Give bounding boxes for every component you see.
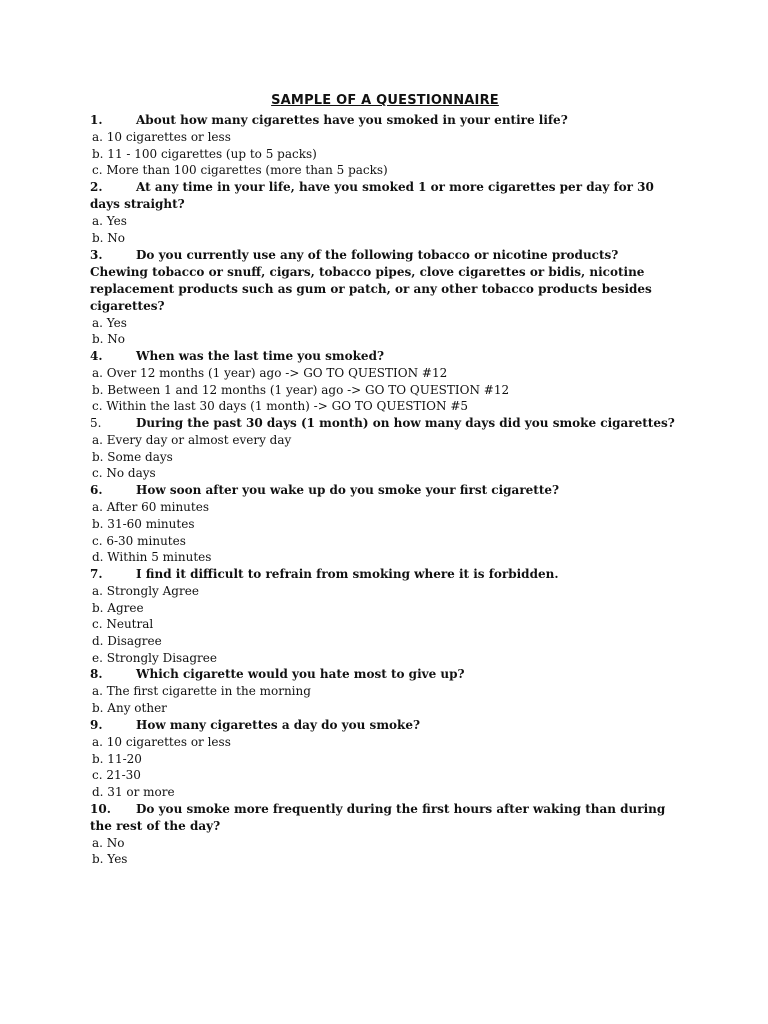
answer-option: b. 11 - 100 cigarettes (up to 5 packs) bbox=[92, 146, 317, 161]
answer-option: c. No days bbox=[92, 466, 156, 481]
question-8 bbox=[90, 666, 680, 683]
answer-option: a. Over 12 months (1 year) ago -> GO TO QUESTION #12 bbox=[92, 365, 448, 380]
question-text: Which cigarette would you hate most to give up? bbox=[136, 667, 465, 682]
question-number: 9. bbox=[90, 717, 103, 732]
answer-option: d. 31 or more bbox=[92, 784, 175, 799]
answer-option: e. Strongly Disagree bbox=[92, 650, 217, 665]
question-number: 5. bbox=[90, 416, 102, 431]
answer-option: c. Neutral bbox=[92, 617, 154, 632]
answer-option: c. Within the last 30 days (1 month) -> GO TO QUESTION #5 bbox=[92, 399, 469, 414]
answer-option: a. After 60 minutes bbox=[92, 500, 209, 515]
question-text: About how many cigarettes have you smoked in your entire life? bbox=[136, 113, 568, 127]
question-block-8 bbox=[90, 666, 680, 716]
answer-option: d. Disagree bbox=[92, 634, 162, 649]
question-block-9 bbox=[90, 717, 680, 801]
answer-option: b. Yes bbox=[92, 852, 128, 867]
question-text: I find it difficult to refrain from smoking where it is forbidden. bbox=[136, 566, 559, 581]
question-6 bbox=[90, 482, 680, 499]
question-block-3 bbox=[90, 247, 680, 348]
question-block-10 bbox=[90, 801, 680, 868]
answer-option: a. 10 cigarettes or less bbox=[92, 130, 231, 144]
question-10 bbox=[90, 801, 680, 835]
question-number: 10. bbox=[90, 801, 111, 816]
answer-option: a. Yes bbox=[92, 214, 127, 229]
answer-option: b. Agree bbox=[92, 600, 144, 615]
question-block-4 bbox=[90, 348, 680, 415]
question-9 bbox=[90, 717, 680, 734]
answer-option: c. 21-30 bbox=[92, 768, 141, 783]
answer-option: c. 6-30 minutes bbox=[92, 533, 186, 548]
document-title: SAMPLE OF A QUESTIONNAIRE bbox=[271, 93, 499, 108]
answer-option: b. Any other bbox=[92, 701, 167, 716]
question-number: 4. bbox=[90, 348, 103, 363]
answer-option: b. 11-20 bbox=[92, 751, 142, 766]
question-7 bbox=[90, 566, 680, 583]
answer-option: a. Strongly Agree bbox=[92, 583, 199, 598]
answer-option: b. Between 1 and 12 months (1 year) ago -> GO TO QUESTION #12 bbox=[92, 382, 510, 397]
question-number: 7. bbox=[90, 566, 103, 581]
question-number: 3. bbox=[90, 247, 103, 262]
question-text: Do you currently use any of the following tobacco or nicotine products? Chewing tobacco or snuff, cigars, tobacco pipes, clove cigarettes or bidis, nicotine replacement products such as gum or patch, or any other tobacco products besides cigarettes? bbox=[90, 247, 652, 313]
question-block-2 bbox=[90, 179, 680, 246]
question-number: 1. bbox=[90, 113, 103, 127]
answer-option: a. No bbox=[92, 835, 125, 850]
answer-option: b. Some days bbox=[92, 449, 173, 464]
answer-option: d. Within 5 minutes bbox=[92, 550, 212, 565]
question-text: When was the last time you smoked? bbox=[136, 348, 384, 363]
answer-option: a. The first cigarette in the morning bbox=[92, 684, 311, 699]
answer-option: b. 31-60 minutes bbox=[92, 516, 195, 531]
question-4 bbox=[90, 348, 680, 365]
answer-option: b. No bbox=[92, 230, 126, 245]
question-5 bbox=[90, 415, 680, 432]
question-text: During the past 30 days (1 month) on how many days did you smoke cigarettes? bbox=[136, 416, 675, 431]
answer-option: a. 10 cigarettes or less bbox=[92, 734, 231, 749]
answer-option: b. No bbox=[92, 332, 126, 347]
question-text: How soon after you wake up do you smoke your first cigarette? bbox=[136, 483, 560, 498]
question-number: 8. bbox=[90, 667, 103, 682]
question-2 bbox=[90, 179, 680, 213]
question-text: At any time in your life, have you smoked 1 or more cigarettes per day for 30 days straight? bbox=[90, 180, 654, 212]
question-1 bbox=[90, 112, 680, 129]
question-text: How many cigarettes a day do you smoke? bbox=[136, 717, 420, 732]
answer-option: a. Every day or almost every day bbox=[92, 433, 292, 448]
question-block-1 bbox=[90, 112, 680, 179]
answer-option: a. Yes bbox=[92, 315, 127, 330]
question-3 bbox=[90, 247, 680, 315]
question-number: 2. bbox=[90, 180, 103, 195]
question-block-5 bbox=[90, 415, 680, 482]
question-block-7 bbox=[90, 566, 680, 667]
question-text: Do you smoke more frequently during the first hours after waking than during the rest of the day? bbox=[90, 801, 666, 833]
answer-option: c. More than 100 cigarettes (more than 5 packs) bbox=[92, 163, 388, 178]
questionnaire-page bbox=[90, 92, 680, 868]
question-number: 6. bbox=[90, 483, 103, 498]
question-block-6 bbox=[90, 482, 680, 566]
